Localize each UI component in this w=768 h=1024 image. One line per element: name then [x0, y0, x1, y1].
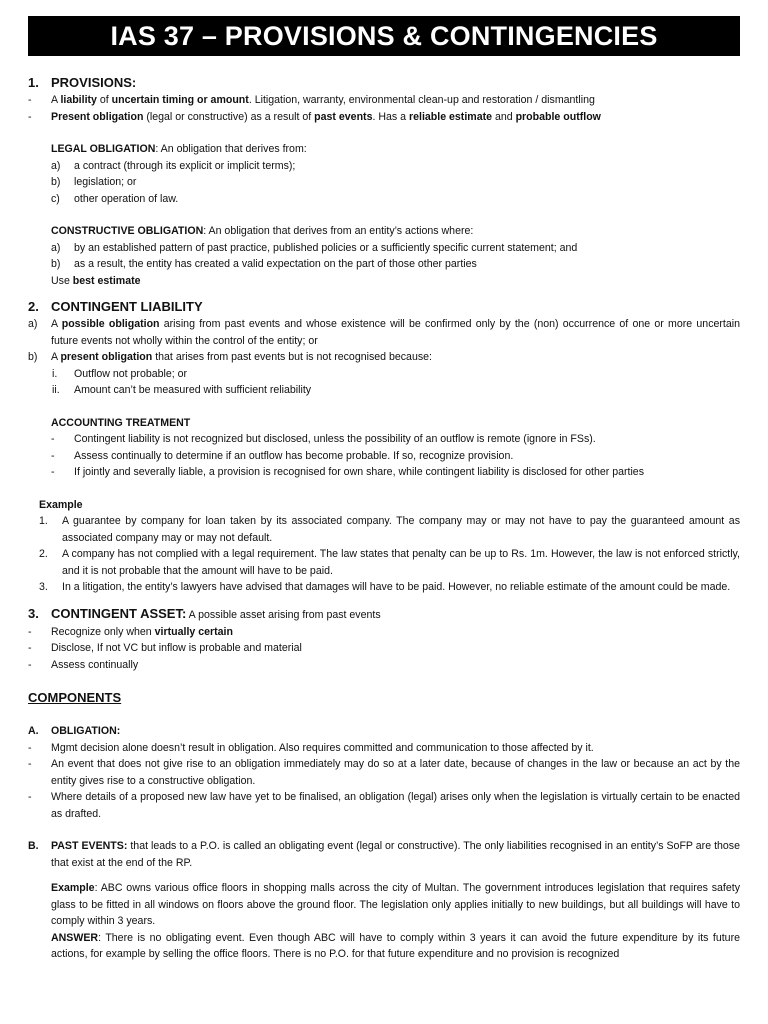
- list-item: - Present obligation (legal or constructive) as a result of past events. Has a reliable estimate and probable outflow: [28, 110, 601, 123]
- page-title: IAS 37 – PROVISIONS & CONTINGENCIES: [28, 16, 740, 56]
- example-heading: Example: [39, 498, 83, 511]
- list-item: - Where details of a proposed new law have yet to be finalised, an obligation (legal) arises only when the legislation is virtually certain to be enacted as drafted.: [28, 791, 740, 820]
- component-obligation: A. OBLIGATION:: [28, 725, 121, 737]
- list-item: - Mgmt decision alone doesn’t result in obligation. Also requires committed and communication to those affected by it.: [28, 741, 594, 754]
- component-past-events: B. PAST EVENTS: that leads to a P.O. is called an obligating event (legal or constructive). The only liabilities recognised in an entity’s SoFP are those that exist at the end of the RP.: [28, 840, 740, 869]
- list-item: a) a contract (through its explicit or implicit terms);: [51, 159, 296, 172]
- list-item: 1. A guarantee by company for loan taken by its associated company. The company may or may not have to pay the guaranteed amount as associated company may or may not default.: [39, 515, 740, 544]
- list-item: 2. A company has not complied with a legal requirement. The law states that penalty can be up to Rs. 1m. However, the law is not enforced strictly, and it is not probable that the amount will have to be paid.: [39, 548, 740, 577]
- list-item: a) by an established pattern of past practice, published policies or a sufficiently specific current statement; and: [51, 241, 578, 254]
- list-item: i. Outflow not probable; or: [52, 367, 188, 380]
- list-item: - Assess continually to determine if an outflow has become probable. If so, recognize provision.: [51, 449, 514, 462]
- list-item: a) A possible obligation arising from past events and whose existence will be confirmed only by the (non) occurrence of one or more uncertain future events not wholly within the control of the entity; or: [28, 318, 740, 347]
- list-item: b) as a result, the entity has created a valid expectation on the part of those other parties: [51, 258, 477, 270]
- list-item: b) legislation; or: [51, 176, 137, 188]
- section-contingent-liability-heading: 2. CONTINGENT LIABILITY: [28, 299, 203, 314]
- list-item: - An event that does not give rise to an obligation immediately may do so at a later date, because of changes in the law or because an act by the entity gives rise to a constructive obligation.: [28, 758, 740, 787]
- list-item: b) A present obligation that arises from past events but is not recognised because:: [28, 351, 432, 363]
- constructive-obligation-definition: CONSTRUCTIVE OBLIGATION: An obligation that derives from an entity’s actions where:: [51, 225, 474, 237]
- past-events-example: Example: ABC owns various office floors in shopping malls across the city of Multan. The government introduces legislation that requires safety glass to be fitted in all windows on floors above the ground floor. The legislation only applies initially to new buildings, but all buildings will have to comply within 3 years.: [51, 882, 740, 927]
- list-item: ii. Amount can’t be measured with sufficient reliability: [52, 384, 312, 396]
- best-estimate-note: Use best estimate: [51, 274, 141, 287]
- section-contingent-asset-heading: 3. CONTINGENT ASSET: A possible asset arising from past events: [28, 605, 381, 621]
- list-item: - Contingent liability is not recognized but disclosed, unless the possibility of an outflow is remote (ignore in FSs).: [51, 433, 596, 445]
- list-item: - Disclose, If not VC but inflow is probable and material: [28, 642, 302, 654]
- list-item: - Recognize only when virtually certain: [28, 625, 233, 638]
- list-item: - Assess continually: [28, 658, 139, 671]
- document-content: [28, 74, 740, 963]
- list-item: - If jointly and severally liable, a provision is recognised for own share, while contingent liability is disclosed for other parties: [51, 466, 644, 478]
- accounting-treatment-heading: ACCOUNTING TREATMENT: [51, 416, 191, 429]
- legal-obligation-definition: LEGAL OBLIGATION: An obligation that derives from:: [51, 143, 307, 155]
- list-item: 3. In a litigation, the entity’s lawyers have advised that damages will have to be paid. However, no reliable estimate of the amount could be made.: [39, 581, 731, 593]
- past-events-answer: ANSWER: There is no obligating event. Even though ABC will have to comply within 3 years it can avoid the future expenditure by its future actions, for example by selling the office floors. There is no P.O. for that future expenditure and no provision is recognized: [51, 931, 740, 960]
- list-item: c) other operation of law.: [51, 192, 179, 205]
- section-provisions-heading: 1. PROVISIONS:: [28, 75, 137, 90]
- components-heading: COMPONENTS: [28, 690, 122, 705]
- list-item: - A liability of uncertain timing or amount. Litigation, warranty, environmental clean-up and restoration / dismantling: [28, 94, 595, 106]
